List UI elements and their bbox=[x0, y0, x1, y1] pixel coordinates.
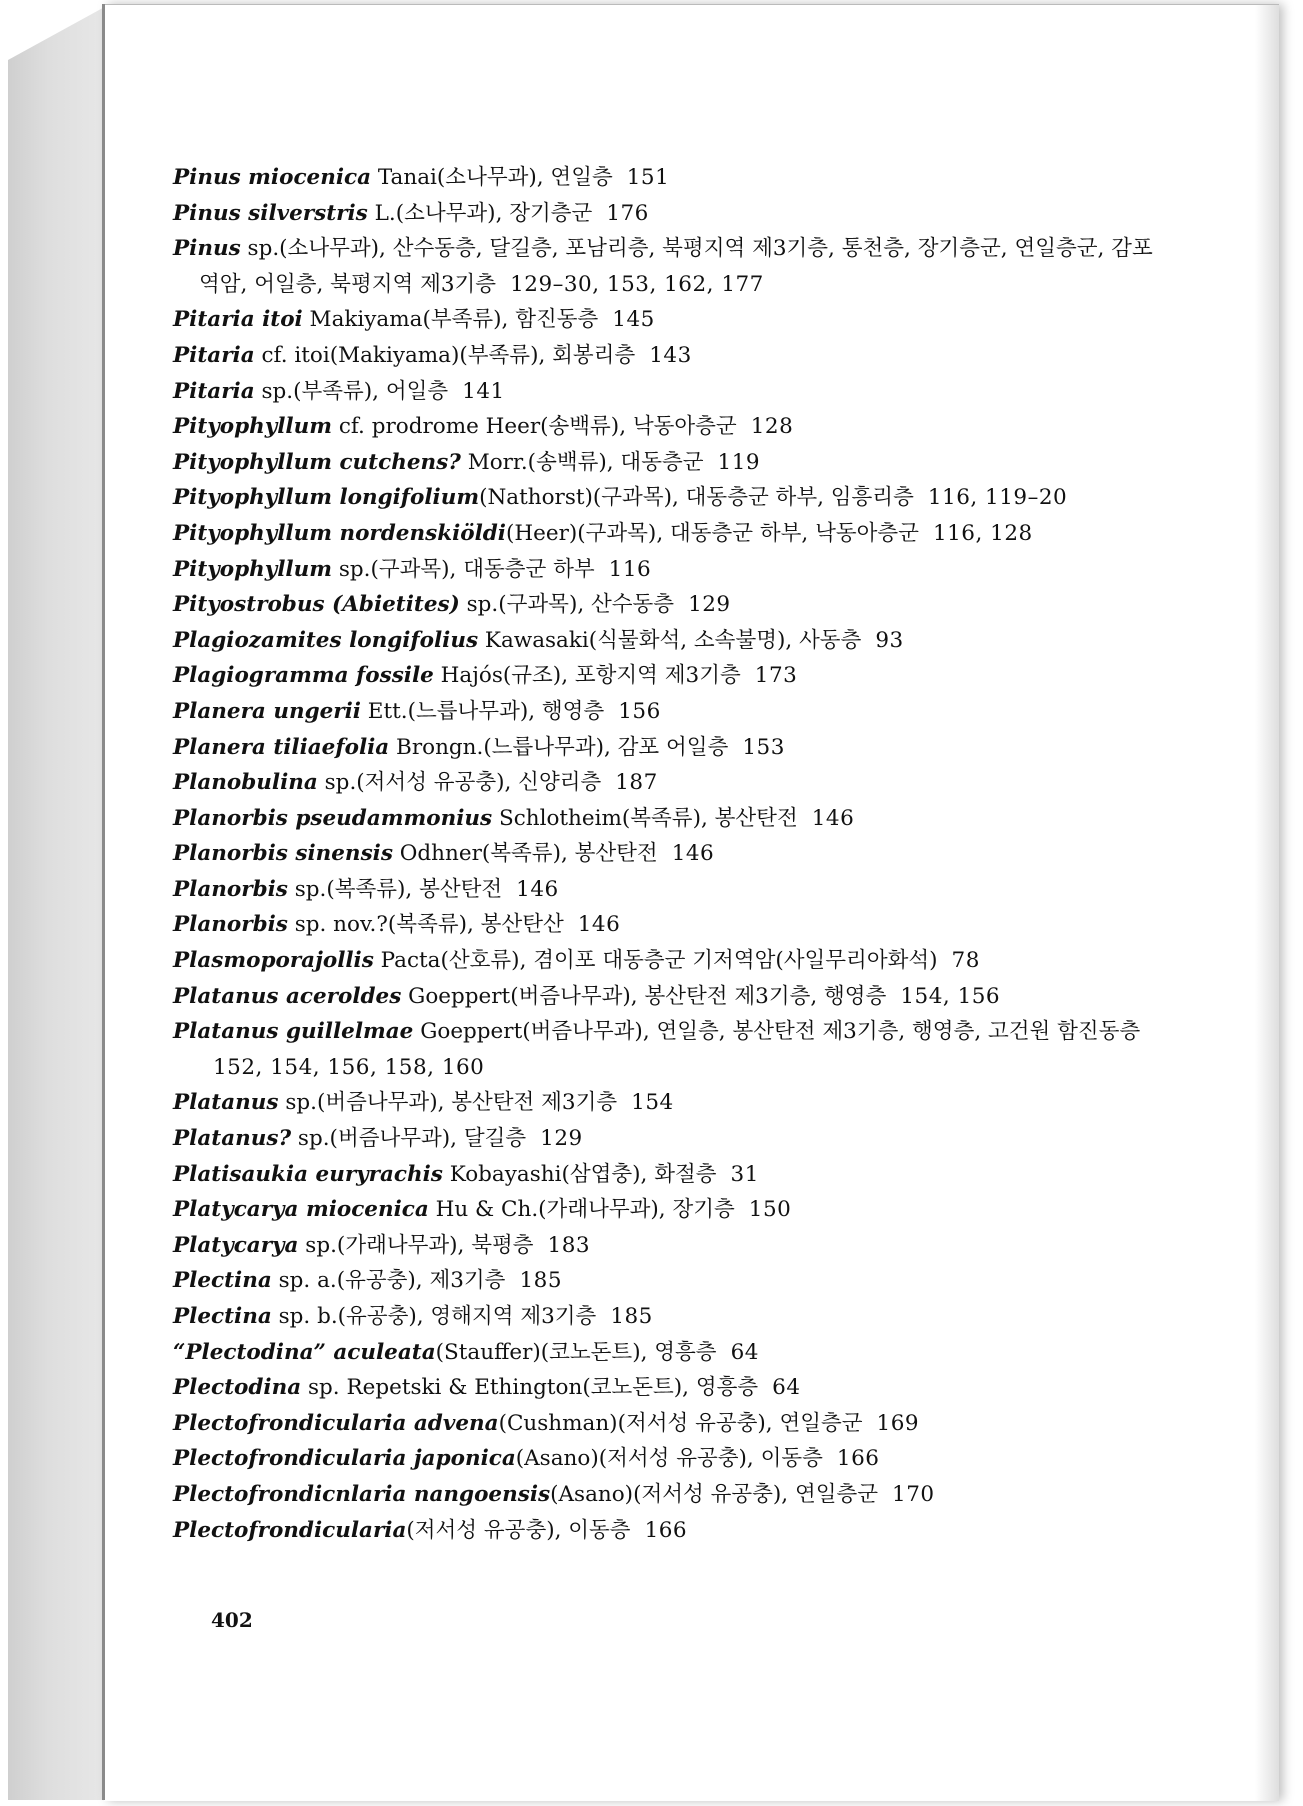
scientific-name: Planorbis bbox=[173, 876, 288, 902]
page-references: 31 bbox=[730, 1161, 759, 1187]
entry-description: sp.(저서성 유공충), 신양리층 bbox=[317, 770, 602, 796]
scientific-name: Plectofrondicularia advena bbox=[173, 1410, 499, 1436]
entry-description: Tanai(소나무과), 연일층 bbox=[371, 165, 613, 190]
entry-description: sp. Repetski & Ethington(코노돈트), 영흥층 bbox=[301, 1375, 759, 1401]
page-references: 183 bbox=[547, 1232, 591, 1258]
scientific-name: Pityophyllum bbox=[173, 414, 332, 440]
entry-description: Morr.(송백류), 대동층군 bbox=[460, 449, 704, 475]
page-references: 150 bbox=[748, 1197, 792, 1223]
scientific-name: Pinus miocenica bbox=[173, 165, 372, 190]
page-references: 185 bbox=[519, 1268, 563, 1294]
index-entry bbox=[173, 943, 1153, 979]
scientific-name: Planorbis sinensis bbox=[173, 841, 393, 867]
entry-description: Kobayashi(삼엽충), 화절층 bbox=[442, 1161, 717, 1187]
index-entry bbox=[173, 409, 1153, 445]
page-references: 129 bbox=[688, 592, 731, 618]
index-entry bbox=[173, 587, 1153, 623]
entry-description: Odhner(복족류), 봉산탄전 bbox=[392, 841, 658, 867]
entry-description: (Asano)(저서성 유공충), 연일층군 bbox=[550, 1481, 879, 1507]
entry-description: Brongn.(느릅나무과), 감포 어일층 bbox=[389, 734, 729, 760]
page-references: 93 bbox=[875, 627, 904, 653]
index-entry bbox=[173, 445, 1153, 481]
index-entry bbox=[173, 231, 1153, 302]
scientific-name: Platanus guillelmae bbox=[173, 1019, 414, 1045]
index-entry bbox=[173, 872, 1153, 908]
entry-description: (저서성 유공충), 이동층 bbox=[406, 1517, 631, 1543]
book-spine-line bbox=[102, 4, 105, 1800]
page-references: 129–30, 153, 162, 177 bbox=[510, 271, 764, 297]
entry-description: Pacta(산호류), 겸이포 대동층군 기저역암(사일무리아화석) bbox=[373, 948, 938, 974]
scientific-name: “Plectodina” aculeata bbox=[173, 1339, 436, 1365]
page-references: 153 bbox=[742, 734, 785, 760]
entry-description: (Stauffer)(코노돈트), 영흥층 bbox=[435, 1339, 717, 1365]
index-entry bbox=[173, 374, 1153, 410]
index-entry bbox=[173, 160, 1153, 196]
scientific-name: Planera tiliaefolia bbox=[173, 734, 390, 760]
scientific-name: Platycarya miocenica bbox=[173, 1197, 429, 1223]
page-references: 129 bbox=[540, 1126, 583, 1152]
page-references: 64 bbox=[730, 1339, 759, 1365]
entry-description: (Cushman)(저서성 유공충), 연일층군 bbox=[498, 1410, 863, 1436]
entry-description: Ett.(느릅나무과), 행영층 bbox=[360, 698, 605, 724]
entry-description: sp. b.(유공충), 영해지역 제3기층 bbox=[271, 1304, 597, 1329]
index-entry bbox=[173, 1085, 1153, 1121]
index-entry bbox=[173, 1121, 1153, 1157]
index-entry bbox=[173, 1014, 1153, 1085]
scientific-name: Planera ungerii bbox=[173, 698, 361, 724]
index-entry bbox=[173, 907, 1153, 943]
index-entry bbox=[173, 516, 1153, 552]
index-entry bbox=[173, 1441, 1153, 1477]
entry-description: sp. nov.?(복족류), 봉산탄산 bbox=[287, 912, 564, 938]
entry-description: sp.(소나무과), 산수동층, 달길층, 포남리층, 북평지역 제3기층, 통천층, 장기층군, 연일층군, 감포역암, 어일층, 북평지역 제3기층 bbox=[199, 236, 1153, 297]
entry-description: Hu & Ch.(가래나무과), 장기층 bbox=[428, 1197, 735, 1223]
scientific-name: Plagiogramma fossile bbox=[173, 663, 434, 689]
index-entry bbox=[173, 836, 1153, 872]
index-entry bbox=[173, 1335, 1153, 1371]
index-entry bbox=[173, 1406, 1153, 1442]
page-references: 146 bbox=[516, 876, 559, 902]
entry-description: sp. a.(유공충), 제3기층 bbox=[271, 1268, 506, 1294]
scientific-name: Plectofrondicnlaria nangoensis bbox=[173, 1481, 551, 1507]
scientific-name: Planobulina bbox=[173, 770, 318, 796]
page-references: 145 bbox=[612, 307, 655, 333]
page-references: 116, 119–20 bbox=[927, 485, 1068, 511]
page-references: 116 bbox=[608, 556, 652, 582]
page-references: 173 bbox=[754, 663, 798, 689]
entry-description: Schlotheim(복족류), 봉산탄전 bbox=[492, 805, 798, 831]
scientific-name: Pinus silverstris bbox=[173, 200, 368, 226]
entry-description: Hajós(규조), 포항지역 제3기층 bbox=[433, 663, 741, 689]
page-references: 185 bbox=[610, 1304, 653, 1329]
index-entry-list bbox=[173, 160, 1153, 1548]
scientific-name: Pitaria bbox=[173, 342, 255, 368]
entry-description: Goeppert(버즘나무과), 연일층, 봉산탄전 제3기층, 행영층, 고건원 함진동층 bbox=[413, 1019, 1141, 1045]
page-references: 146 bbox=[811, 805, 855, 831]
index-entry bbox=[173, 552, 1153, 588]
entry-description: (Heer)(구과목), 대동층군 하부, 낙동아층군 bbox=[505, 520, 919, 546]
index-entry bbox=[173, 1299, 1153, 1335]
index-entry bbox=[173, 196, 1153, 232]
scientific-name: Pityophyllum cutchens? bbox=[173, 449, 461, 475]
entry-description: Goeppert(버즘나무과), 봉산탄전 제3기층, 행영층 bbox=[401, 983, 887, 1009]
page-references: 64 bbox=[772, 1375, 801, 1401]
entry-description: sp.(구과목), 산수동층 bbox=[459, 592, 675, 618]
index-entry bbox=[173, 623, 1153, 659]
page-shadow bbox=[1255, 5, 1279, 1801]
page-references: 187 bbox=[615, 770, 658, 796]
page-references: 152, 154, 156, 158, 160 bbox=[213, 1054, 485, 1080]
page-references: 151 bbox=[626, 165, 670, 190]
index-entry bbox=[173, 765, 1153, 801]
entry-description: sp.(복족류), 봉산탄전 bbox=[287, 876, 503, 902]
page-references: 169 bbox=[876, 1410, 920, 1436]
index-entry bbox=[173, 979, 1153, 1015]
scientific-name: Platisaukia euryrachis bbox=[173, 1161, 443, 1187]
page-references: 166 bbox=[644, 1517, 688, 1543]
scientific-name: Plasmoporajollis bbox=[173, 948, 374, 974]
scientific-name: Platanus bbox=[173, 1090, 279, 1116]
index-entry bbox=[173, 1192, 1153, 1228]
scientific-name: Pitaria bbox=[173, 378, 255, 404]
scientific-name: Planorbis pseudammonius bbox=[173, 805, 493, 831]
entry-description: sp.(가래나무과), 북평층 bbox=[298, 1232, 534, 1258]
page-references: 128 bbox=[750, 414, 794, 440]
scientific-name: Pityophyllum bbox=[173, 556, 332, 582]
scientific-name: Plectofrondicularia bbox=[173, 1517, 407, 1543]
entry-description: Kawasaki(식물화석, 소속불명), 사동층 bbox=[478, 627, 862, 653]
index-entry bbox=[173, 1477, 1153, 1513]
page-references: 146 bbox=[671, 841, 715, 867]
page-references: 141 bbox=[462, 378, 505, 404]
scientific-name: Pinus bbox=[173, 236, 241, 262]
page-references: 143 bbox=[649, 342, 692, 368]
scientific-name: Pitaria itoi bbox=[173, 307, 303, 333]
index-entry bbox=[173, 1228, 1153, 1264]
index-entry bbox=[173, 1513, 1153, 1549]
scientific-name: Plectofrondicularia japonica bbox=[173, 1446, 516, 1472]
entry-description: sp.(버즘나무과), 봉산탄전 제3기층 bbox=[278, 1090, 618, 1116]
scientific-name: Plectina bbox=[173, 1304, 272, 1329]
scientific-name: Plectina bbox=[173, 1268, 272, 1294]
page-references: 146 bbox=[577, 912, 621, 938]
page-references: 170 bbox=[892, 1481, 935, 1507]
index-entry bbox=[173, 1263, 1153, 1299]
scientific-name: Pityophyllum longifolium bbox=[173, 485, 480, 511]
page-references: 116, 128 bbox=[932, 520, 1033, 546]
entry-description: (Asano)(저서성 유공충), 이동층 bbox=[515, 1446, 823, 1472]
entry-description: sp.(구과목), 대동층군 하부 bbox=[331, 556, 595, 582]
page-references: 154, 156 bbox=[900, 983, 1001, 1009]
entry-description: L.(소나무과), 장기층군 bbox=[367, 200, 593, 226]
entry-description: cf. itoi(Makiyama)(부족류), 회봉리층 bbox=[254, 342, 636, 368]
index-entry bbox=[173, 1370, 1153, 1406]
entry-description: sp.(부족류), 어일층 bbox=[254, 378, 449, 404]
entry-description: cf. prodrome Heer(송백류), 낙동아층군 bbox=[331, 414, 737, 440]
page-references: 78 bbox=[951, 948, 980, 974]
scientific-name: Pityostrobus (Abietites) bbox=[173, 592, 460, 618]
index-entry bbox=[173, 1157, 1153, 1193]
book-spine-edge bbox=[8, 4, 110, 1800]
entry-description: (Nathorst)(구과목), 대동층군 하부, 임흥리층 bbox=[479, 485, 914, 511]
index-entry bbox=[173, 480, 1153, 516]
scientific-name: Platanus aceroldes bbox=[173, 983, 402, 1009]
index-entry bbox=[173, 694, 1153, 730]
page-references: 176 bbox=[606, 200, 649, 226]
scientific-name: Platycarya bbox=[173, 1232, 299, 1258]
scientific-name: Platanus? bbox=[173, 1126, 292, 1152]
page-number: 402 bbox=[211, 1608, 253, 1632]
scientific-name: Plectodina bbox=[173, 1375, 302, 1401]
page-references: 154 bbox=[631, 1090, 674, 1116]
page-references: 166 bbox=[836, 1446, 880, 1472]
entry-description: sp.(버즘나무과), 달길층 bbox=[291, 1126, 527, 1152]
index-entry bbox=[173, 801, 1153, 837]
index-entry bbox=[173, 338, 1153, 374]
page-references: 119 bbox=[717, 449, 761, 475]
entry-description: Makiyama(부족류), 함진동층 bbox=[302, 307, 599, 333]
index-entry bbox=[173, 658, 1153, 694]
scientific-name: Planorbis bbox=[173, 912, 288, 938]
page-references: 156 bbox=[618, 698, 661, 724]
index-entry bbox=[173, 302, 1153, 338]
scientific-name: Pityophyllum nordenskiöldi bbox=[173, 520, 506, 546]
scientific-name: Plagiozamites longifolius bbox=[173, 627, 479, 653]
index-entry bbox=[173, 730, 1153, 766]
